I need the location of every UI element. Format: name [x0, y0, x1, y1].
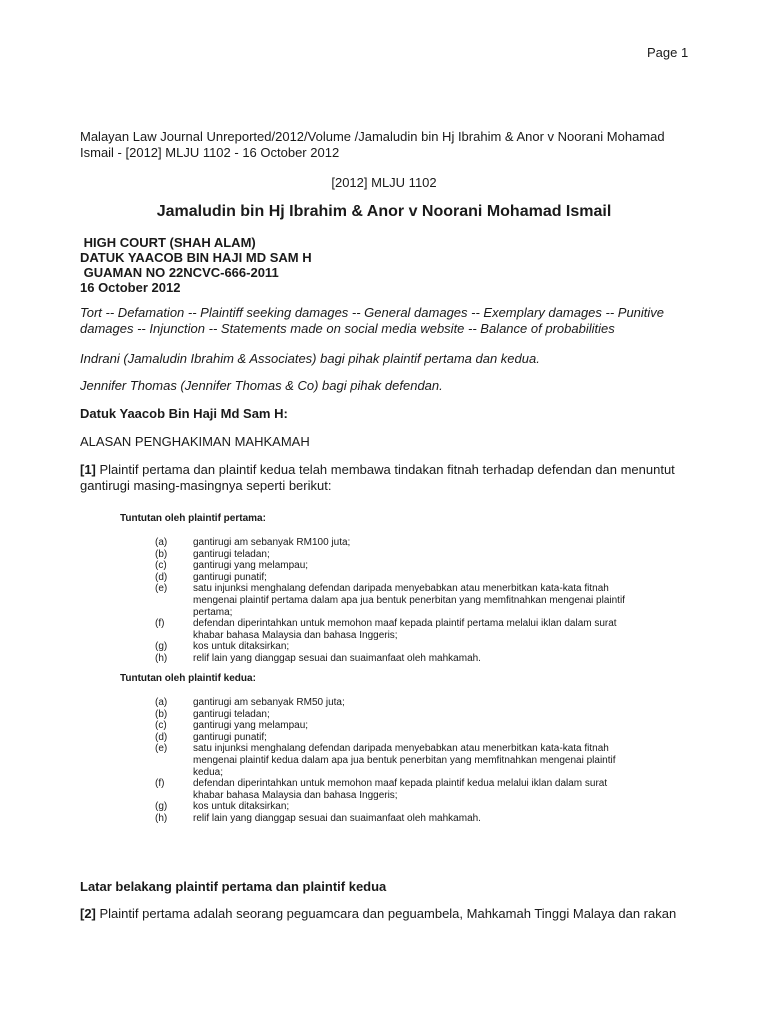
item-text: defendan diperintahkan untuk memohon maaf kepada plaintif pertama melalui iklan dalam surat khabar bahasa Malaysia dan bahasa Inggeris;: [193, 618, 617, 641]
grounds-heading: ALASAN PENGHAKIMAN MAHKAMAH: [80, 434, 310, 449]
case-reference-text: [2012] MLJU 1102: [331, 175, 437, 190]
paragraph-1: [80, 462, 690, 494]
paragraph-text: Plaintif pertama adalah seorang peguamcara dan peguambela, Mahkamah Tinggi Malaya dan rakan: [95, 906, 677, 921]
item-text: gantirugi am sebanyak RM50 juta;: [193, 697, 345, 708]
item-letter: (h): [155, 812, 168, 824]
background-heading: Latar belakang plaintif pertama dan plaintif kedua: [80, 879, 387, 894]
item-text: gantirugi punatif;: [193, 571, 267, 583]
list-item: [155, 537, 635, 549]
item-letter: (f): [155, 778, 165, 790]
item-text: gantirugi yang melampau;: [193, 720, 309, 732]
list-item: [155, 572, 635, 584]
paragraph-number: [2]: [80, 906, 96, 921]
list-item: [155, 618, 635, 641]
item-letter: (g): [155, 801, 168, 813]
item-text: satu injunksi menghalang defendan daripada menyebabkan atau menerbitkan kata-kata fitnah mengenai plaintif kedua dalam apa jua bentuk penerbitan yang memfitnahkan mengenai plaintif kedua;: [193, 743, 616, 778]
item-letter: (b): [155, 708, 168, 720]
judge-name: DATUK YAACOB BIN HAJI MD SAM H: [80, 250, 312, 265]
case-reference: [0, 175, 768, 190]
list-item: [155, 801, 635, 813]
item-letter: (c): [155, 560, 167, 572]
item-letter: (d): [155, 731, 168, 743]
list-item: [155, 720, 635, 732]
list-item: [155, 641, 635, 653]
paragraph-2: [80, 906, 690, 922]
list-item: [155, 560, 635, 572]
item-text: gantirugi teladan;: [193, 548, 270, 560]
claims-second-heading: Tuntutan oleh plaintif kedua:: [120, 673, 256, 684]
item-text: kos untuk ditaksirkan;: [193, 801, 290, 813]
list-item: [155, 732, 635, 744]
document-citation: Malayan Law Journal Unreported/2012/Volume /Jamaludin bin Hj Ibrahim & Anor v Noorani Mohamad Ismail - [2012] MLJU 1102 - 16 October 2012: [80, 129, 665, 160]
item-letter: (g): [155, 641, 168, 653]
item-letter: (b): [155, 548, 168, 560]
item-text: gantirugi punatif;: [193, 731, 267, 743]
page-number: Page 1: [647, 45, 689, 60]
suit-number: GUAMAN NO 22NCVC-666-2011: [80, 265, 279, 280]
judge-heading: Datuk Yaacob Bin Haji Md Sam H:: [80, 406, 288, 421]
list-item: [155, 813, 635, 825]
list-item: [155, 709, 635, 721]
list-item: [155, 653, 635, 665]
item-letter: (a): [155, 537, 168, 548]
claims-first-heading: Tuntutan oleh plaintif pertama:: [120, 513, 266, 524]
list-item: [155, 743, 635, 778]
item-text: relif lain yang dianggap sesuai dan suaimanfaat oleh mahkamah.: [193, 652, 481, 664]
item-text: gantirugi teladan;: [193, 708, 270, 720]
catchwords: Tort -- Defamation -- Plaintiff seeking damages -- General damages -- Exemplary damages -- Punitive damages -- Injunction -- Statements made on social media website -- Balance of probabilities: [80, 305, 665, 336]
court-name: HIGH COURT (SHAH ALAM): [80, 235, 256, 250]
item-text: kos untuk ditaksirkan;: [193, 641, 290, 653]
item-letter: (h): [155, 652, 168, 664]
list-item: [155, 549, 635, 561]
item-letter: (d): [155, 571, 168, 583]
item-letter: (a): [155, 697, 168, 708]
judgment-date: 16 October 2012: [80, 280, 181, 295]
counsel-plaintiff: Indrani (Jamaludin Ibrahim & Associates) bagi pihak plaintif pertama dan kedua.: [80, 351, 540, 366]
item-text: gantirugi am sebanyak RM100 juta;: [193, 537, 351, 548]
paragraph-number: [1]: [80, 462, 96, 477]
counsel-defendant: Jennifer Thomas (Jennifer Thomas & Co) bagi pihak defendan.: [80, 378, 443, 393]
list-item: [155, 583, 635, 618]
paragraph-text: Plaintif pertama dan plaintif kedua telah membawa tindakan fitnah terhadap defendan dan menuntut gantirugi masing-masingnya seperti berikut:: [80, 462, 675, 493]
item-letter: (e): [155, 583, 168, 595]
item-letter: (c): [155, 720, 167, 732]
claims-first-list: [155, 537, 635, 665]
item-text: relif lain yang dianggap sesuai dan suaimanfaat oleh mahkamah.: [193, 812, 481, 824]
item-text: satu injunksi menghalang defendan daripada menyebabkan atau menerbitkan kata-kata fitnah mengenai plaintif pertama dalam apa jua bentuk penerbitan yang memfitnahkan mengenai plaintif pertama;: [193, 583, 625, 618]
court-block: [80, 235, 312, 295]
list-item: [155, 778, 635, 801]
item-letter: (e): [155, 743, 168, 755]
list-item: [155, 697, 635, 709]
item-text: gantirugi yang melampau;: [193, 560, 309, 572]
item-letter: (f): [155, 618, 165, 630]
claims-second-list: [155, 697, 635, 825]
item-text: defendan diperintahkan untuk memohon maaf kepada plaintif kedua melalui iklan dalam surat khabar bahasa Malaysia dan bahasa Inggeris;: [193, 778, 608, 801]
case-title: Jamaludin bin Hj Ibrahim & Anor v Noorani Mohamad Ismail: [156, 203, 612, 220]
